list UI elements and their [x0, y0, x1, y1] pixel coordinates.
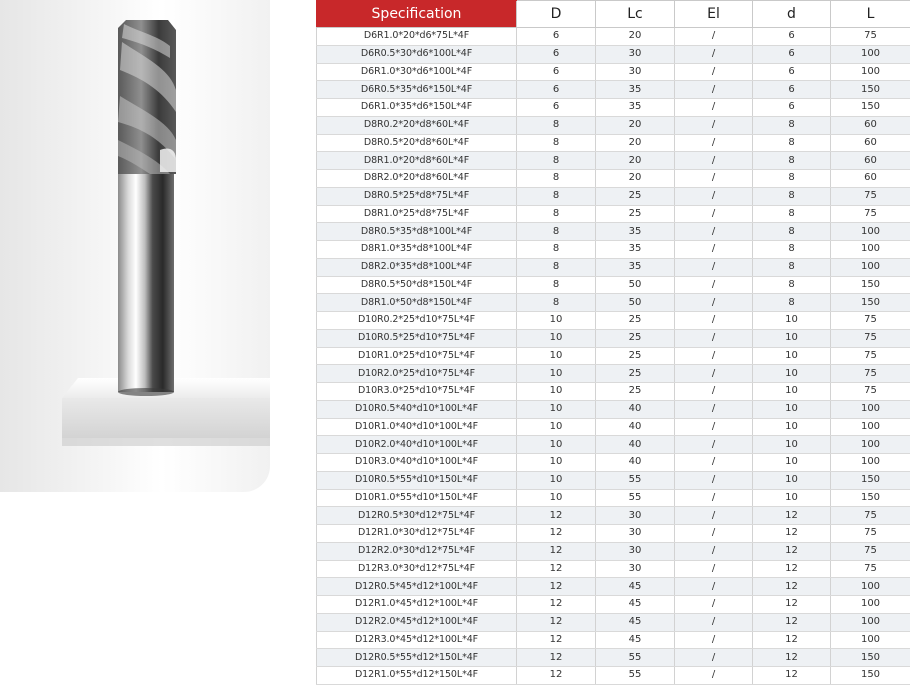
cell-specification: D12R1.0*55*d12*150L*4F — [317, 667, 517, 685]
cell-specification: D8R0.5*25*d8*75L*4F — [317, 187, 517, 205]
cell-d: 6 — [517, 45, 596, 63]
cell-l: 150 — [831, 489, 910, 507]
table-row — [317, 223, 910, 241]
cell-l: 100 — [831, 454, 910, 472]
cell-lc: 50 — [596, 276, 675, 294]
cell-el: / — [675, 276, 753, 294]
table-row — [317, 400, 910, 418]
cell-d: 6 — [517, 28, 596, 46]
cell-lc: 25 — [596, 347, 675, 365]
table-row — [317, 276, 910, 294]
cell-l: 100 — [831, 45, 910, 63]
cell-specification: D12R1.0*45*d12*100L*4F — [317, 596, 517, 614]
cell-d: 8 — [517, 116, 596, 134]
cell-shank-d: 8 — [753, 187, 831, 205]
cell-shank-d: 6 — [753, 99, 831, 117]
cell-specification: D8R1.0*50*d8*150L*4F — [317, 294, 517, 312]
cell-specification: D10R0.5*55*d10*150L*4F — [317, 471, 517, 489]
cell-el: / — [675, 63, 753, 81]
table-row — [317, 436, 910, 454]
cell-el: / — [675, 436, 753, 454]
cell-d: 10 — [517, 312, 596, 330]
cell-el: / — [675, 170, 753, 188]
cell-specification: D12R2.0*30*d12*75L*4F — [317, 542, 517, 560]
cell-specification: D6R1.0*20*d6*75L*4F — [317, 28, 517, 46]
cell-specification: D12R0.5*30*d12*75L*4F — [317, 507, 517, 525]
cell-d: 6 — [517, 99, 596, 117]
cell-el: / — [675, 134, 753, 152]
cell-l: 60 — [831, 134, 910, 152]
cell-specification: D10R0.5*25*d10*75L*4F — [317, 329, 517, 347]
cell-l: 60 — [831, 116, 910, 134]
cell-el: / — [675, 667, 753, 685]
header-specification: Specification — [317, 1, 517, 28]
cell-el: / — [675, 152, 753, 170]
cell-lc: 40 — [596, 418, 675, 436]
table-row — [317, 631, 910, 649]
cell-lc: 45 — [596, 596, 675, 614]
cell-shank-d: 12 — [753, 596, 831, 614]
cell-lc: 20 — [596, 28, 675, 46]
cell-specification: D12R0.5*55*d12*150L*4F — [317, 649, 517, 667]
cell-l: 75 — [831, 507, 910, 525]
table-row — [317, 81, 910, 99]
cell-l: 60 — [831, 170, 910, 188]
cell-d: 6 — [517, 63, 596, 81]
cell-shank-d: 6 — [753, 28, 831, 46]
cell-lc: 45 — [596, 578, 675, 596]
cell-el: / — [675, 613, 753, 631]
cell-shank-d: 8 — [753, 258, 831, 276]
cell-el: / — [675, 489, 753, 507]
cell-shank-d: 8 — [753, 116, 831, 134]
cell-l: 100 — [831, 258, 910, 276]
cell-specification: D6R1.0*35*d6*150L*4F — [317, 99, 517, 117]
cell-d: 12 — [517, 542, 596, 560]
end-mill-illustration — [0, 0, 270, 492]
cell-lc: 25 — [596, 365, 675, 383]
cell-d: 6 — [517, 81, 596, 99]
cell-l: 75 — [831, 347, 910, 365]
cell-d: 8 — [517, 187, 596, 205]
cell-lc: 25 — [596, 383, 675, 401]
cell-specification: D6R1.0*30*d6*100L*4F — [317, 63, 517, 81]
cell-lc: 40 — [596, 454, 675, 472]
cell-d: 8 — [517, 134, 596, 152]
table-row — [317, 613, 910, 631]
cell-shank-d: 6 — [753, 81, 831, 99]
cell-el: / — [675, 578, 753, 596]
cell-specification: D8R2.0*35*d8*100L*4F — [317, 258, 517, 276]
cell-l: 75 — [831, 329, 910, 347]
cell-lc: 30 — [596, 507, 675, 525]
cell-l: 150 — [831, 649, 910, 667]
end-mill-photo — [0, 0, 270, 492]
table-row — [317, 454, 910, 472]
cell-specification: D10R0.2*25*d10*75L*4F — [317, 312, 517, 330]
cell-shank-d: 8 — [753, 152, 831, 170]
cell-lc: 30 — [596, 525, 675, 543]
cell-d: 10 — [517, 383, 596, 401]
shelf-front — [62, 398, 270, 438]
cell-shank-d: 8 — [753, 205, 831, 223]
table-row — [317, 471, 910, 489]
cell-d: 12 — [517, 560, 596, 578]
table-row — [317, 383, 910, 401]
cell-lc: 30 — [596, 63, 675, 81]
cell-lc: 25 — [596, 312, 675, 330]
header-el: El — [675, 1, 753, 28]
table-row — [317, 134, 910, 152]
table-row — [317, 418, 910, 436]
cell-el: / — [675, 507, 753, 525]
cell-specification: D8R0.5*20*d8*60L*4F — [317, 134, 517, 152]
cell-d: 12 — [517, 613, 596, 631]
specification-table — [316, 0, 910, 685]
cell-el: / — [675, 258, 753, 276]
cell-el: / — [675, 28, 753, 46]
cell-d: 12 — [517, 525, 596, 543]
cell-lc: 55 — [596, 649, 675, 667]
cell-el: / — [675, 99, 753, 117]
cell-shank-d: 10 — [753, 471, 831, 489]
cell-d: 8 — [517, 258, 596, 276]
cell-lc: 30 — [596, 45, 675, 63]
cell-lc: 30 — [596, 560, 675, 578]
cell-l: 60 — [831, 152, 910, 170]
header-shank-d: d — [753, 1, 831, 28]
cell-lc: 30 — [596, 542, 675, 560]
table-row — [317, 667, 910, 685]
cell-specification: D10R2.0*40*d10*100L*4F — [317, 436, 517, 454]
table-row — [317, 649, 910, 667]
table-row — [317, 312, 910, 330]
cell-specification: D10R3.0*25*d10*75L*4F — [317, 383, 517, 401]
cell-el: / — [675, 400, 753, 418]
table-row — [317, 507, 910, 525]
cell-el: / — [675, 596, 753, 614]
cell-shank-d: 10 — [753, 365, 831, 383]
cell-d: 10 — [517, 454, 596, 472]
table-row — [317, 63, 910, 81]
cell-lc: 25 — [596, 187, 675, 205]
cell-shank-d: 10 — [753, 329, 831, 347]
cell-specification: D12R2.0*45*d12*100L*4F — [317, 613, 517, 631]
cell-el: / — [675, 383, 753, 401]
cell-el: / — [675, 471, 753, 489]
cell-shank-d: 10 — [753, 454, 831, 472]
cell-shank-d: 10 — [753, 489, 831, 507]
cell-shank-d: 10 — [753, 436, 831, 454]
header-d-diameter: D — [517, 1, 596, 28]
cell-specification: D10R3.0*40*d10*100L*4F — [317, 454, 517, 472]
cell-shank-d: 8 — [753, 241, 831, 259]
cell-specification: D10R1.0*40*d10*100L*4F — [317, 418, 517, 436]
cell-d: 12 — [517, 631, 596, 649]
cell-el: / — [675, 525, 753, 543]
cell-specification: D8R0.5*50*d8*150L*4F — [317, 276, 517, 294]
cell-shank-d: 12 — [753, 667, 831, 685]
cell-lc: 55 — [596, 667, 675, 685]
cell-lc: 45 — [596, 613, 675, 631]
cell-lc: 35 — [596, 99, 675, 117]
cell-l: 75 — [831, 28, 910, 46]
cell-shank-d: 8 — [753, 170, 831, 188]
cell-shank-d: 12 — [753, 613, 831, 631]
table-body — [317, 28, 910, 685]
cell-d: 8 — [517, 205, 596, 223]
cell-el: / — [675, 187, 753, 205]
cell-specification: D12R3.0*45*d12*100L*4F — [317, 631, 517, 649]
cell-d: 8 — [517, 223, 596, 241]
table-row — [317, 99, 910, 117]
cell-l: 75 — [831, 383, 910, 401]
cell-lc: 20 — [596, 116, 675, 134]
cell-l: 100 — [831, 400, 910, 418]
cell-l: 100 — [831, 631, 910, 649]
cell-lc: 35 — [596, 81, 675, 99]
cell-d: 12 — [517, 578, 596, 596]
cell-shank-d: 12 — [753, 525, 831, 543]
table-row — [317, 329, 910, 347]
table-row — [317, 542, 910, 560]
cell-d: 10 — [517, 400, 596, 418]
table-row — [317, 241, 910, 259]
table-row — [317, 258, 910, 276]
cell-lc: 35 — [596, 223, 675, 241]
cell-specification: D12R1.0*30*d12*75L*4F — [317, 525, 517, 543]
table-row — [317, 45, 910, 63]
table-row — [317, 365, 910, 383]
cell-l: 150 — [831, 81, 910, 99]
cell-el: / — [675, 45, 753, 63]
cell-specification: D10R1.0*25*d10*75L*4F — [317, 347, 517, 365]
cell-l: 75 — [831, 312, 910, 330]
cell-el: / — [675, 294, 753, 312]
cell-specification: D8R1.0*35*d8*100L*4F — [317, 241, 517, 259]
cell-shank-d: 8 — [753, 223, 831, 241]
cell-specification: D8R0.2*20*d8*60L*4F — [317, 116, 517, 134]
table-header-row — [317, 1, 910, 28]
cell-el: / — [675, 454, 753, 472]
cell-el: / — [675, 81, 753, 99]
cell-l: 150 — [831, 471, 910, 489]
cell-shank-d: 8 — [753, 134, 831, 152]
cell-d: 8 — [517, 152, 596, 170]
cell-el: / — [675, 560, 753, 578]
cell-l: 75 — [831, 205, 910, 223]
cell-specification: D10R2.0*25*d10*75L*4F — [317, 365, 517, 383]
cell-shank-d: 12 — [753, 507, 831, 525]
cell-d: 8 — [517, 170, 596, 188]
cell-l: 75 — [831, 542, 910, 560]
cell-lc: 25 — [596, 205, 675, 223]
cell-shank-d: 10 — [753, 383, 831, 401]
cell-shank-d: 12 — [753, 542, 831, 560]
cell-specification: D10R0.5*40*d10*100L*4F — [317, 400, 517, 418]
cell-lc: 25 — [596, 329, 675, 347]
cell-specification: D10R1.0*55*d10*150L*4F — [317, 489, 517, 507]
cell-shank-d: 6 — [753, 63, 831, 81]
cell-shank-d: 12 — [753, 578, 831, 596]
cell-d: 12 — [517, 667, 596, 685]
cell-el: / — [675, 347, 753, 365]
cell-lc: 55 — [596, 471, 675, 489]
cell-lc: 40 — [596, 436, 675, 454]
cell-l: 100 — [831, 418, 910, 436]
table-row — [317, 187, 910, 205]
cell-shank-d: 8 — [753, 294, 831, 312]
tool-shank — [118, 172, 174, 392]
cell-el: / — [675, 205, 753, 223]
cell-lc: 50 — [596, 294, 675, 312]
cell-el: / — [675, 329, 753, 347]
cell-shank-d: 10 — [753, 418, 831, 436]
table-row — [317, 28, 910, 46]
cell-el: / — [675, 312, 753, 330]
cell-d: 8 — [517, 276, 596, 294]
cell-lc: 20 — [596, 152, 675, 170]
cell-l: 75 — [831, 560, 910, 578]
cell-specification: D6R0.5*30*d6*100L*4F — [317, 45, 517, 63]
table-row — [317, 152, 910, 170]
cell-shank-d: 6 — [753, 45, 831, 63]
table-row — [317, 560, 910, 578]
cell-l: 100 — [831, 578, 910, 596]
cell-d: 8 — [517, 294, 596, 312]
cell-el: / — [675, 365, 753, 383]
cell-specification: D8R1.0*25*d8*75L*4F — [317, 205, 517, 223]
cell-d: 10 — [517, 471, 596, 489]
cell-lc: 45 — [596, 631, 675, 649]
cell-el: / — [675, 223, 753, 241]
cell-specification: D8R1.0*20*d8*60L*4F — [317, 152, 517, 170]
cell-d: 8 — [517, 241, 596, 259]
cell-el: / — [675, 418, 753, 436]
cell-lc: 40 — [596, 400, 675, 418]
cell-shank-d: 8 — [753, 276, 831, 294]
cell-el: / — [675, 116, 753, 134]
cell-l: 150 — [831, 99, 910, 117]
cell-l: 100 — [831, 596, 910, 614]
table-row — [317, 116, 910, 134]
cell-l: 100 — [831, 613, 910, 631]
cell-d: 10 — [517, 418, 596, 436]
header-lc: Lc — [596, 1, 675, 28]
cell-lc: 35 — [596, 241, 675, 259]
cell-el: / — [675, 542, 753, 560]
cell-l: 75 — [831, 525, 910, 543]
cell-l: 150 — [831, 294, 910, 312]
cell-specification: D6R0.5*35*d6*150L*4F — [317, 81, 517, 99]
table-row — [317, 596, 910, 614]
table-row — [317, 525, 910, 543]
table-row — [317, 578, 910, 596]
cell-lc: 55 — [596, 489, 675, 507]
cell-l: 150 — [831, 276, 910, 294]
cell-l: 100 — [831, 63, 910, 81]
cell-el: / — [675, 649, 753, 667]
cell-l: 100 — [831, 241, 910, 259]
cell-specification: D12R0.5*45*d12*100L*4F — [317, 578, 517, 596]
cell-d: 10 — [517, 436, 596, 454]
cell-shank-d: 10 — [753, 312, 831, 330]
cell-shank-d: 12 — [753, 560, 831, 578]
table-row — [317, 205, 910, 223]
cell-l: 100 — [831, 436, 910, 454]
cell-d: 10 — [517, 365, 596, 383]
cell-d: 10 — [517, 489, 596, 507]
cell-specification: D12R3.0*30*d12*75L*4F — [317, 560, 517, 578]
cell-lc: 35 — [596, 258, 675, 276]
cell-el: / — [675, 241, 753, 259]
cell-lc: 20 — [596, 170, 675, 188]
table-row — [317, 294, 910, 312]
cell-shank-d: 12 — [753, 631, 831, 649]
cell-d: 12 — [517, 649, 596, 667]
cell-lc: 20 — [596, 134, 675, 152]
cell-d: 12 — [517, 507, 596, 525]
header-l: L — [831, 1, 910, 28]
cell-specification: D8R0.5*35*d8*100L*4F — [317, 223, 517, 241]
cell-shank-d: 10 — [753, 400, 831, 418]
cell-l: 150 — [831, 667, 910, 685]
cell-l: 75 — [831, 365, 910, 383]
cell-l: 100 — [831, 223, 910, 241]
cell-specification: D8R2.0*20*d8*60L*4F — [317, 170, 517, 188]
cell-l: 75 — [831, 187, 910, 205]
cell-shank-d: 12 — [753, 649, 831, 667]
table-row — [317, 489, 910, 507]
table-row — [317, 170, 910, 188]
cell-shank-d: 10 — [753, 347, 831, 365]
cell-d: 10 — [517, 347, 596, 365]
cell-el: / — [675, 631, 753, 649]
table-row — [317, 347, 910, 365]
cell-d: 10 — [517, 329, 596, 347]
cell-d: 12 — [517, 596, 596, 614]
